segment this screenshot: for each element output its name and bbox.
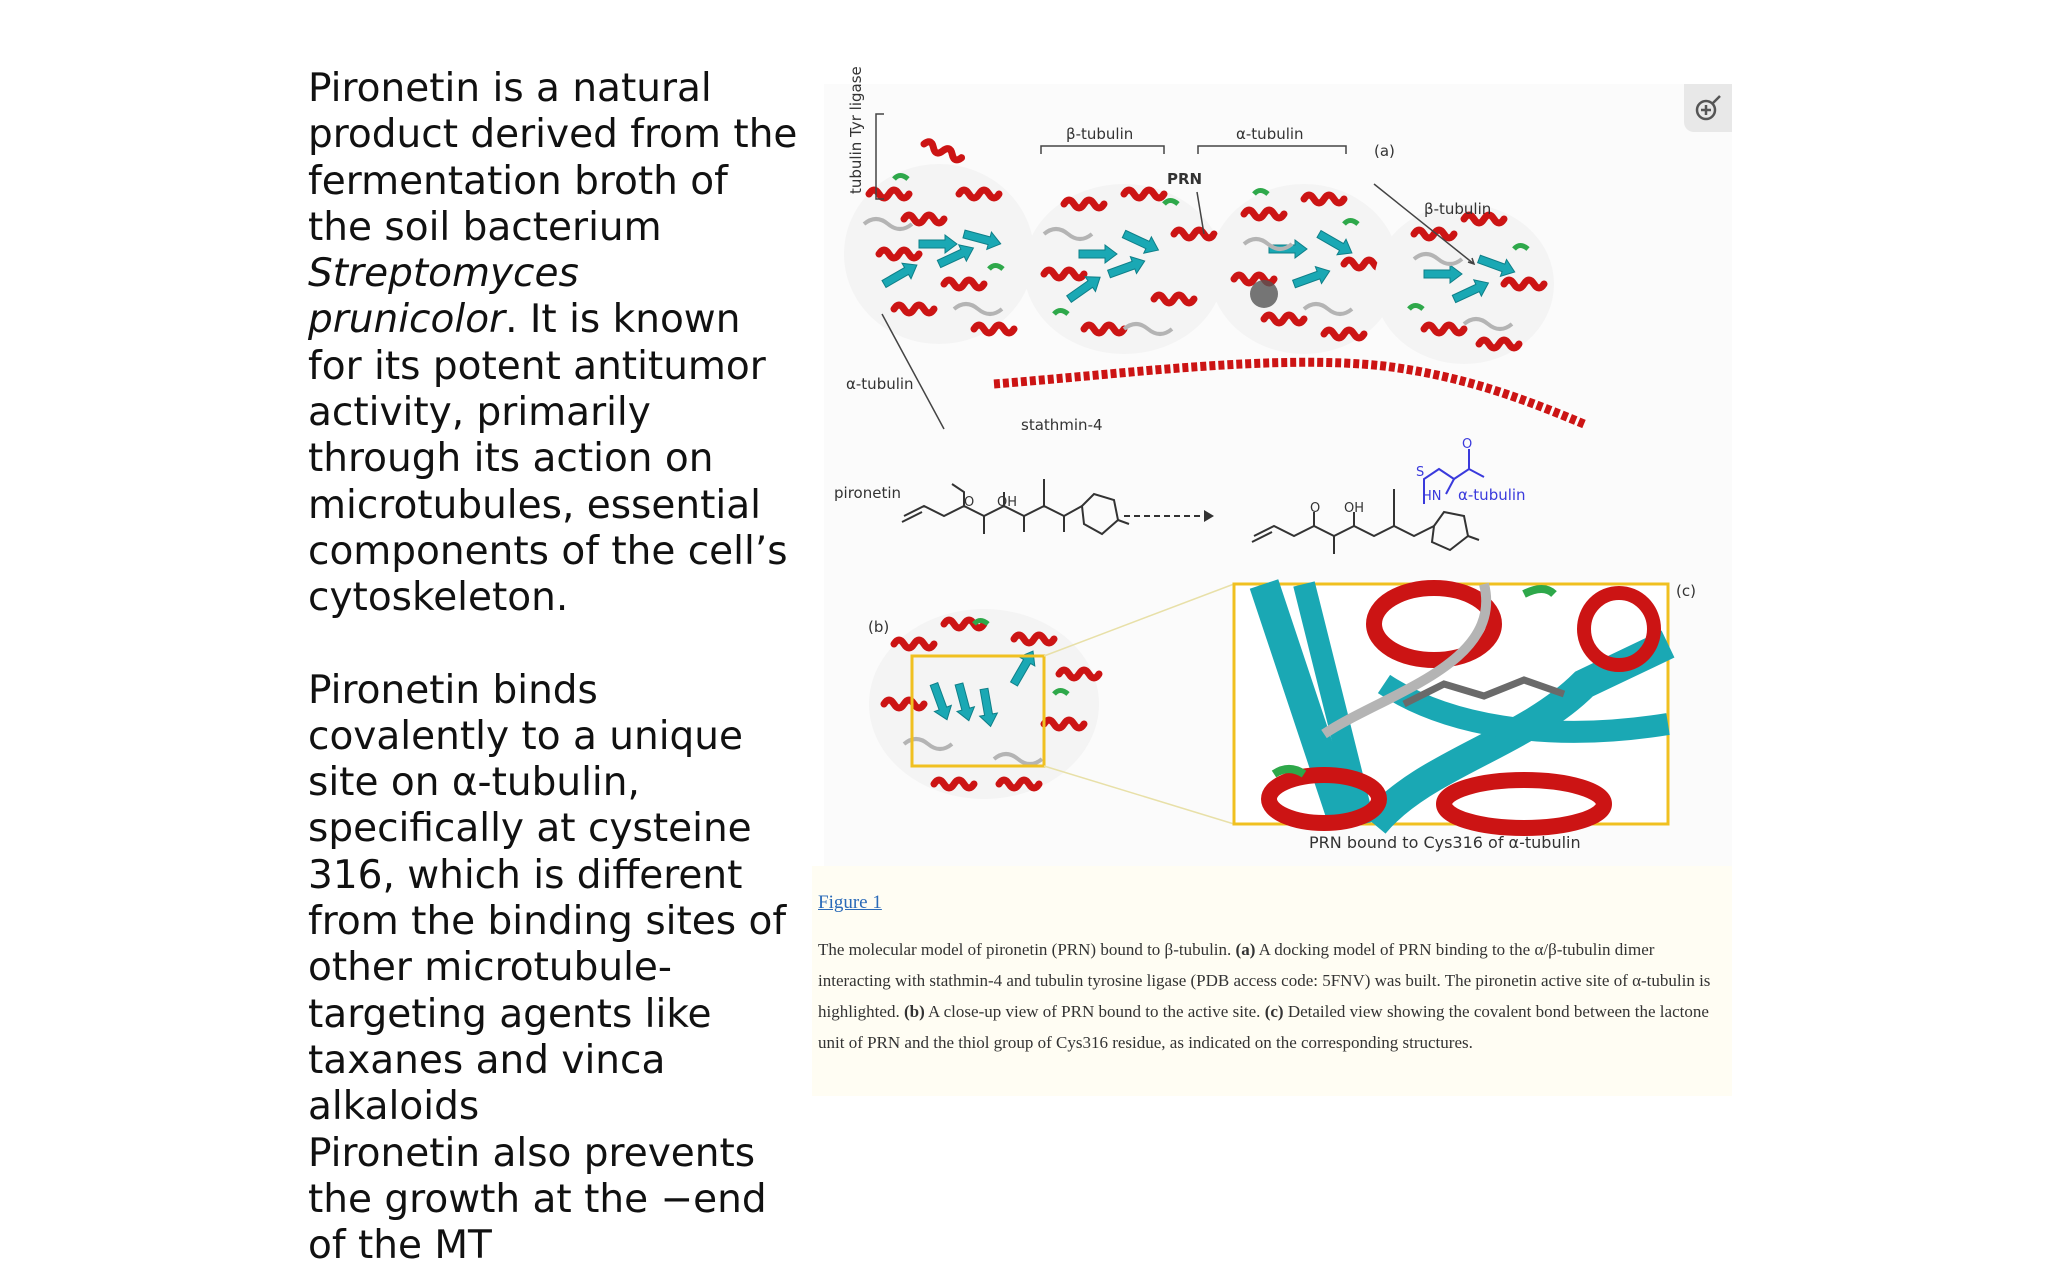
label-alpha-tubulin-chem: α-tubulin (1458, 486, 1526, 504)
caption-part-4: Detailed view showing the covalent bond between the lactone unit of PRN and the thiol group of Cys316 residue, as indicated on the corresponding structures. (818, 1002, 1709, 1052)
caption-label-a: (a) (1235, 940, 1256, 959)
reaction-arrow (1124, 510, 1214, 522)
label-prn: PRN (1167, 170, 1203, 188)
intro-text-end: . It is known for its potent antitumor activity, primarily through its action on microtubules, essential components of the cell’s cytoskeleton. (308, 297, 788, 621)
label-pironetin: pironetin (834, 484, 901, 502)
zoom-in-button[interactable] (1684, 84, 1732, 132)
label-o-top: O (1462, 437, 1473, 452)
label-tyr-ligase: tubulin Tyr ligase (847, 66, 865, 194)
protein-cluster-beta-tubulin (1024, 184, 1224, 354)
species-name: Streptomyces prunicolor (308, 251, 579, 343)
figure-caption (812, 866, 1732, 1096)
paragraph-gap (308, 622, 798, 668)
caption-text (818, 934, 1724, 1058)
caption-part-3: A close-up view of PRN bound to the active site. (924, 1002, 1265, 1021)
label-closeup-caption: PRN bound to Cys316 of α-tubulin (1309, 833, 1581, 852)
label-alpha-tubulin-left: α-tubulin (846, 375, 914, 393)
caption-part-2: A docking model of PRN binding to the α/β-tubulin dimer interacting with stathmin-4 and tubulin tyrosine ligase (PDB access code: 5FNV) was built. The pironetin active site of α-tubulin is highlighted. (818, 940, 1711, 1021)
panel-b-overview (869, 609, 1099, 799)
caption-label-b: (b) (903, 1002, 925, 1021)
label-oh-right: OH (1344, 501, 1365, 516)
label-alpha-tubulin-top: α-tubulin (1236, 125, 1304, 143)
label-stathmin: stathmin-4 (1021, 416, 1103, 434)
zoom-in-icon (1692, 92, 1724, 124)
stathmin-helix (994, 362, 1584, 424)
slide-body-text (308, 66, 798, 1269)
figure-panel (824, 66, 1732, 866)
label-panel-c: (c) (1676, 582, 1696, 600)
label-hn: HN (1422, 489, 1442, 504)
label-panel-a: (a) (1374, 142, 1395, 160)
label-beta-tubulin-top: β-tubulin (1066, 125, 1134, 143)
caption-label-c: (c) (1264, 1002, 1284, 1021)
paragraph-intro (308, 66, 798, 622)
label-beta-tubulin-right: β-tubulin (1424, 200, 1492, 218)
intro-text-start: Pironetin is a natural product derived from the fermentation broth of the soil bacterium (308, 66, 798, 250)
protein-cluster-beta-tubulin-right (1374, 204, 1554, 364)
adduct-structure (1252, 489, 1479, 554)
figure-image (824, 66, 1732, 866)
paragraph-binding: Pironetin binds covalently to a unique site on α-tubulin, specifically at cysteine 316, which is different from the binding sites of other microtubule-targeting agents like taxanes and vinca alkaloids (308, 667, 787, 1130)
protein-cluster-tyr-ligase (844, 140, 1034, 344)
paragraph-growth: Pironetin also prevents the growth at the −end of the MT (308, 1130, 767, 1269)
label-panel-b: (b) (868, 618, 890, 636)
label-s-atom: S (1416, 465, 1425, 480)
panel-c-closeup (1234, 584, 1668, 828)
label-oh-left: OH (997, 495, 1018, 510)
caption-part-1: The molecular model of pironetin (PRN) bound to β-tubulin. (818, 940, 1236, 959)
figure-link[interactable]: Figure 1 (818, 892, 882, 913)
label-o-left: O (964, 495, 975, 510)
protein-cluster-alpha-tubulin (1209, 184, 1399, 354)
label-o-right: O (1310, 501, 1321, 516)
